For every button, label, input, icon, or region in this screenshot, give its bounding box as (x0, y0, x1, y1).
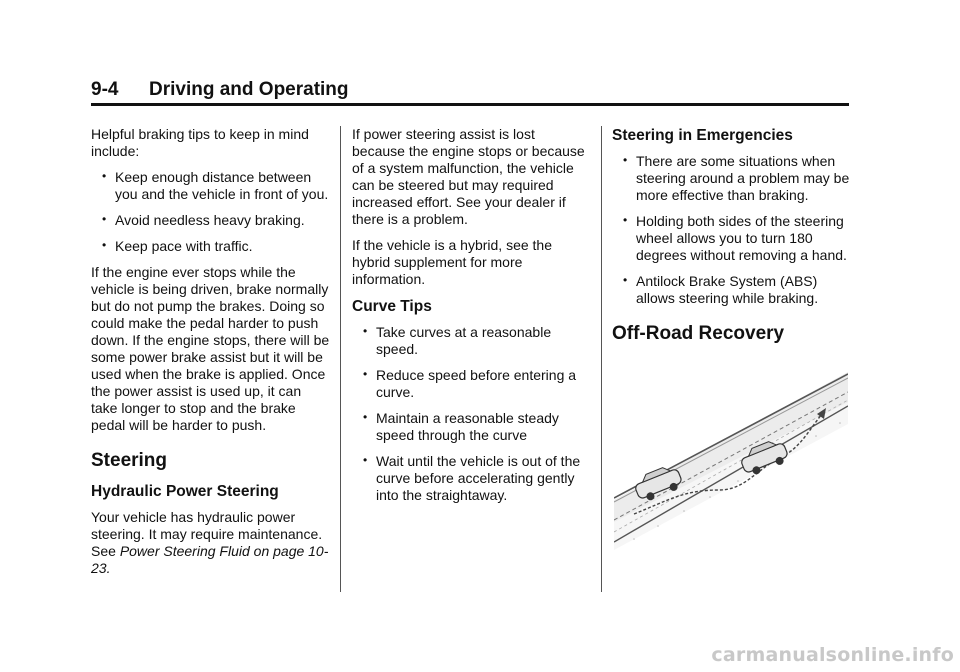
column-divider (340, 126, 341, 592)
offroad-recovery-illustration (614, 372, 848, 550)
bullet-icon: • (623, 273, 628, 287)
hydraulic-paragraph: Your vehicle has hydraulic power steering. It may require maintenance. See Power Steering Fluid on page 10-23. (91, 509, 329, 576)
column-3 (612, 126, 852, 355)
column-1 (91, 126, 331, 586)
engine-stop-paragraph: If the engine ever stops while the vehicle is being driven, brake normally but do not pump the brakes. Doing so could make the pedal harder to push down. If the engine stops, there will be some power brake assist but it will be used when the brake is applied. Once the power assist is used up, it can take longer to stop and the brake pedal will be harder to push. (91, 264, 330, 433)
emergencies-heading: Steering in Emergencies (612, 127, 793, 144)
column-divider (601, 126, 602, 592)
page-number: 9-4 (91, 79, 119, 100)
list-item: • Maintain a reasonable steady speed through the curve (363, 410, 559, 443)
offroad-heading: Off-Road Recovery (612, 323, 785, 344)
list-item: • Keep enough distance between you and the vehicle in front of you. (102, 169, 329, 202)
emergency-list (612, 153, 852, 307)
cross-reference-link[interactable]: Power Steering Fluid on page 10-23. (91, 543, 329, 576)
curve-tips-heading: Curve Tips (352, 298, 432, 315)
list-item: • Keep pace with traffic. (102, 238, 253, 254)
bullet-icon: • (363, 453, 368, 467)
braking-tips-list (91, 169, 331, 255)
bullet-icon: • (623, 153, 628, 167)
steering-heading: Steering (91, 450, 168, 471)
lane-dash-line (614, 400, 848, 532)
list-item: • Take curves at a reasonable speed. (363, 324, 552, 357)
column-2 (352, 126, 590, 513)
list-item: • Wait until the vehicle is out of the curve before accelerating gently into the straightaway. (363, 453, 581, 503)
bullet-icon: • (623, 213, 628, 227)
bullet-icon: • (102, 169, 107, 183)
watermark: carmanualsonline.info (711, 644, 954, 666)
list-item: • Avoid needless heavy braking. (102, 212, 305, 228)
bullet-icon: • (363, 410, 368, 424)
braking-intro: Helpful braking tips to keep in mind include: (91, 126, 309, 159)
hybrid-paragraph: If the vehicle is a hybrid, see the hybrid supplement for more information. (352, 237, 552, 287)
section-title: Driving and Operating (149, 79, 349, 100)
bullet-icon: • (363, 367, 368, 381)
bullet-icon: • (102, 212, 107, 226)
hydraulic-heading: Hydraulic Power Steering (91, 483, 279, 500)
page-header (91, 80, 849, 106)
curve-tips-list (352, 324, 590, 504)
list-item: • There are some situations when steering around a problem may be more effective than braking. (623, 153, 850, 203)
list-item: • Holding both sides of the steering wheel allows you to turn 180 degrees without removing a hand. (623, 213, 847, 263)
list-item: • Reduce speed before entering a curve. (363, 367, 577, 400)
assist-lost-paragraph: If power steering assist is lost because the engine stops or because of a system malfunction, the vehicle can be steered but may required increased effort. See your dealer if there is a problem. (352, 126, 585, 227)
bullet-icon: • (102, 238, 107, 252)
list-item: • Antilock Brake System (ABS) allows steering while braking. (623, 273, 819, 306)
bullet-icon: • (363, 324, 368, 338)
